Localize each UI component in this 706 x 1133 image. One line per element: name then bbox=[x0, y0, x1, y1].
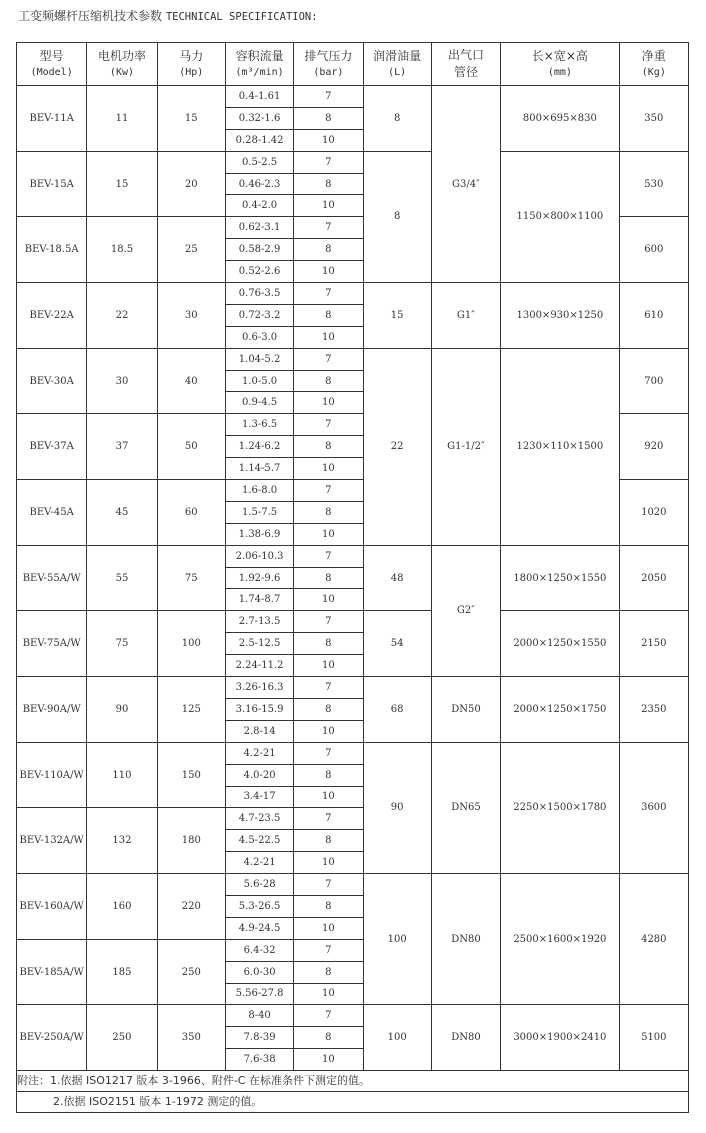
header-weight bbox=[619, 43, 688, 86]
model-cell: BEV-75A/W bbox=[17, 611, 87, 677]
flow-cell: 1.0-5.0 bbox=[225, 370, 293, 392]
flow-cell: 2.8-14 bbox=[225, 720, 293, 742]
header-label: 长×宽×高 bbox=[531, 48, 588, 63]
flow-cell: 0.58-2.9 bbox=[225, 239, 293, 261]
dimensions-cell: 2000×1250×1550 bbox=[501, 611, 620, 677]
table-row bbox=[17, 545, 689, 567]
flow-cell: 3.26-16.3 bbox=[225, 677, 293, 699]
header-label: 马力 bbox=[179, 48, 204, 63]
motor-power-cell: 90 bbox=[87, 677, 157, 743]
dimensions-cell: 1800×1250×1550 bbox=[501, 545, 620, 611]
weight-cell: 4280 bbox=[619, 874, 688, 1005]
horsepower-cell: 125 bbox=[157, 677, 225, 743]
pressure-cell: 8 bbox=[294, 173, 363, 195]
model-cell: BEV-15A bbox=[17, 151, 87, 217]
pressure-cell: 7 bbox=[294, 611, 363, 633]
header-motor-power bbox=[87, 43, 157, 86]
pressure-cell: 8 bbox=[294, 567, 363, 589]
flow-cell: 1.92-9.6 bbox=[225, 567, 293, 589]
flow-cell: 1.6-8.0 bbox=[225, 480, 293, 502]
pressure-cell: 8 bbox=[294, 1027, 363, 1049]
oil-cell: 68 bbox=[363, 677, 431, 743]
pressure-cell: 7 bbox=[294, 217, 363, 239]
pressure-cell: 8 bbox=[294, 764, 363, 786]
flow-cell: 1.3-6.5 bbox=[225, 414, 293, 436]
header-horsepower bbox=[157, 43, 225, 86]
pressure-cell: 7 bbox=[294, 86, 363, 108]
header-unit: (bar) bbox=[313, 67, 344, 79]
header-unit: (Kw) bbox=[109, 67, 135, 79]
flow-cell: 0.28-1.42 bbox=[225, 129, 293, 151]
model-cell: BEV-11A bbox=[17, 86, 87, 152]
model-cell: BEV-160A/W bbox=[17, 874, 87, 940]
pressure-cell: 10 bbox=[294, 589, 363, 611]
flow-cell: 0.4-2.0 bbox=[225, 195, 293, 217]
pressure-cell: 8 bbox=[294, 436, 363, 458]
oil-cell: 8 bbox=[363, 151, 431, 282]
pressure-cell: 7 bbox=[294, 545, 363, 567]
oil-cell: 22 bbox=[363, 348, 431, 545]
dimensions-cell: 1230×110×1500 bbox=[501, 348, 620, 545]
pressure-cell: 8 bbox=[294, 107, 363, 129]
header-unit: (Kg) bbox=[641, 67, 666, 79]
flow-cell: 7.6-38 bbox=[225, 1049, 293, 1071]
flow-cell: 7.8-39 bbox=[225, 1027, 293, 1049]
horsepower-cell: 15 bbox=[157, 86, 225, 152]
weight-cell: 2350 bbox=[619, 677, 688, 743]
outlet-cell: DN50 bbox=[431, 677, 500, 743]
document-title bbox=[18, 7, 318, 24]
horsepower-cell: 30 bbox=[157, 283, 225, 349]
outlet-cell: G1″ bbox=[431, 283, 500, 349]
header-flow bbox=[225, 43, 293, 86]
horsepower-cell: 25 bbox=[157, 217, 225, 283]
weight-cell: 610 bbox=[619, 283, 688, 349]
flow-cell: 0.46-2.3 bbox=[225, 173, 293, 195]
note-row bbox=[17, 1092, 689, 1113]
spec-table bbox=[16, 42, 689, 1113]
model-cell: BEV-250A/W bbox=[17, 1005, 87, 1071]
header-label: 出气口 bbox=[447, 47, 484, 62]
flow-cell: 6.4-32 bbox=[225, 939, 293, 961]
title-chinese: 工变频螺杆压缩机技术参数 bbox=[18, 9, 163, 23]
pressure-cell: 10 bbox=[294, 852, 363, 874]
dimensions-cell: 1300×930×1250 bbox=[501, 283, 620, 349]
note-row bbox=[17, 1071, 689, 1092]
model-cell: BEV-132A/W bbox=[17, 808, 87, 874]
pressure-cell: 10 bbox=[294, 655, 363, 677]
pressure-cell: 7 bbox=[294, 808, 363, 830]
flow-cell: 0.9-4.5 bbox=[225, 392, 293, 414]
flow-cell: 4.2-21 bbox=[225, 852, 293, 874]
header-label: 净重 bbox=[641, 48, 666, 63]
header-label: 润滑油量 bbox=[373, 48, 422, 63]
table-row bbox=[17, 348, 689, 370]
motor-power-cell: 11 bbox=[87, 86, 157, 152]
flow-cell: 1.38-6.9 bbox=[225, 523, 293, 545]
dimensions-cell: 2250×1500×1780 bbox=[501, 742, 620, 873]
model-cell: BEV-45A bbox=[17, 480, 87, 546]
pressure-cell: 7 bbox=[294, 742, 363, 764]
model-cell: BEV-55A/W bbox=[17, 545, 87, 611]
pressure-cell: 10 bbox=[294, 523, 363, 545]
flow-cell: 4.2-21 bbox=[225, 742, 293, 764]
outlet-cell: DN80 bbox=[431, 874, 500, 1005]
horsepower-cell: 20 bbox=[157, 151, 225, 217]
flow-cell: 1.5-7.5 bbox=[225, 501, 293, 523]
pressure-cell: 7 bbox=[294, 151, 363, 173]
flow-cell: 4.9-24.5 bbox=[225, 917, 293, 939]
pressure-cell: 7 bbox=[294, 939, 363, 961]
weight-cell: 920 bbox=[619, 414, 688, 480]
header-unit: (Model) bbox=[30, 67, 73, 79]
note-2: 2.依据 ISO2151 版本 1-1972 测定的值。 bbox=[17, 1092, 689, 1113]
pressure-cell: 10 bbox=[294, 720, 363, 742]
oil-cell: 100 bbox=[363, 874, 431, 1005]
motor-power-cell: 185 bbox=[87, 939, 157, 1005]
weight-cell: 3600 bbox=[619, 742, 688, 873]
pressure-cell: 10 bbox=[294, 129, 363, 151]
flow-cell: 2.7-13.5 bbox=[225, 611, 293, 633]
header-unit: 管径 bbox=[453, 65, 478, 79]
pressure-cell: 10 bbox=[294, 983, 363, 1005]
pressure-cell: 8 bbox=[294, 633, 363, 655]
model-cell: BEV-90A/W bbox=[17, 677, 87, 743]
flow-cell: 0.62-3.1 bbox=[225, 217, 293, 239]
header-label: 电机功率 bbox=[97, 48, 146, 63]
pressure-cell: 7 bbox=[294, 874, 363, 896]
motor-power-cell: 45 bbox=[87, 480, 157, 546]
horsepower-cell: 220 bbox=[157, 874, 225, 940]
oil-cell: 90 bbox=[363, 742, 431, 873]
motor-power-cell: 18.5 bbox=[87, 217, 157, 283]
table-row bbox=[17, 742, 689, 764]
motor-power-cell: 30 bbox=[87, 348, 157, 414]
horsepower-cell: 180 bbox=[157, 808, 225, 874]
horsepower-cell: 40 bbox=[157, 348, 225, 414]
outlet-cell: G2″ bbox=[431, 545, 500, 676]
pressure-cell: 8 bbox=[294, 304, 363, 326]
dimensions-cell: 2000×1250×1750 bbox=[501, 677, 620, 743]
flow-cell: 1.74-8.7 bbox=[225, 589, 293, 611]
horsepower-cell: 75 bbox=[157, 545, 225, 611]
header-model bbox=[17, 43, 87, 86]
pressure-cell: 8 bbox=[294, 501, 363, 523]
flow-cell: 8-40 bbox=[225, 1005, 293, 1027]
horsepower-cell: 350 bbox=[157, 1005, 225, 1071]
flow-cell: 4.7-23.5 bbox=[225, 808, 293, 830]
pressure-cell: 10 bbox=[294, 917, 363, 939]
motor-power-cell: 37 bbox=[87, 414, 157, 480]
model-cell: BEV-30A bbox=[17, 348, 87, 414]
pressure-cell: 8 bbox=[294, 370, 363, 392]
table-row bbox=[17, 874, 689, 896]
horsepower-cell: 50 bbox=[157, 414, 225, 480]
horsepower-cell: 100 bbox=[157, 611, 225, 677]
table-row bbox=[17, 86, 689, 108]
header-unit: (Hp) bbox=[179, 67, 204, 79]
flow-cell: 0.5-2.5 bbox=[225, 151, 293, 173]
pressure-cell: 10 bbox=[294, 195, 363, 217]
pressure-cell: 7 bbox=[294, 480, 363, 502]
title-english: TECHNICAL SPECIFICATION: bbox=[165, 11, 318, 23]
weight-cell: 350 bbox=[619, 86, 688, 152]
header-label: 型号 bbox=[39, 48, 64, 63]
pressure-cell: 7 bbox=[294, 283, 363, 305]
header-dimensions bbox=[501, 43, 620, 86]
table-row bbox=[17, 611, 689, 633]
flow-cell: 0.52-2.6 bbox=[225, 261, 293, 283]
horsepower-cell: 60 bbox=[157, 480, 225, 546]
flow-cell: 4.5-22.5 bbox=[225, 830, 293, 852]
flow-cell: 1.14-5.7 bbox=[225, 458, 293, 480]
pressure-cell: 10 bbox=[294, 261, 363, 283]
table-row bbox=[17, 283, 689, 305]
motor-power-cell: 160 bbox=[87, 874, 157, 940]
header-unit: (mm) bbox=[547, 67, 572, 79]
flow-cell: 0.72-3.2 bbox=[225, 304, 293, 326]
flow-cell: 0.32-1.6 bbox=[225, 107, 293, 129]
oil-cell: 100 bbox=[363, 1005, 431, 1071]
table-row bbox=[17, 151, 689, 173]
flow-cell: 3.4-17 bbox=[225, 786, 293, 808]
table-row bbox=[17, 677, 689, 699]
flow-cell: 6.0-30 bbox=[225, 961, 293, 983]
table-row bbox=[17, 1005, 689, 1027]
flow-cell: 3.16-15.9 bbox=[225, 698, 293, 720]
motor-power-cell: 55 bbox=[87, 545, 157, 611]
weight-cell: 2150 bbox=[619, 611, 688, 677]
motor-power-cell: 75 bbox=[87, 611, 157, 677]
pressure-cell: 7 bbox=[294, 677, 363, 699]
pressure-cell: 8 bbox=[294, 830, 363, 852]
pressure-cell: 7 bbox=[294, 414, 363, 436]
motor-power-cell: 15 bbox=[87, 151, 157, 217]
header-label: 容积流量 bbox=[235, 48, 284, 63]
header-row bbox=[17, 43, 689, 86]
horsepower-cell: 150 bbox=[157, 742, 225, 808]
flow-cell: 2.5-12.5 bbox=[225, 633, 293, 655]
weight-cell: 1020 bbox=[619, 480, 688, 546]
weight-cell: 600 bbox=[619, 217, 688, 283]
pressure-cell: 10 bbox=[294, 392, 363, 414]
model-cell: BEV-110A/W bbox=[17, 742, 87, 808]
flow-cell: 0.4-1.61 bbox=[225, 86, 293, 108]
weight-cell: 2050 bbox=[619, 545, 688, 611]
flow-cell: 2.24-11.2 bbox=[225, 655, 293, 677]
flow-cell: 1.04-5.2 bbox=[225, 348, 293, 370]
model-cell: BEV-37A bbox=[17, 414, 87, 480]
weight-cell: 5100 bbox=[619, 1005, 688, 1071]
pressure-cell: 10 bbox=[294, 786, 363, 808]
outlet-cell: G1-1/2″ bbox=[431, 348, 500, 545]
note-1: 附注：1.依据 ISO1217 版本 3-1966、附件-C 在标准条件下测定的值。 bbox=[17, 1071, 689, 1092]
flow-cell: 1.24-6.2 bbox=[225, 436, 293, 458]
oil-cell: 8 bbox=[363, 86, 431, 152]
pressure-cell: 10 bbox=[294, 326, 363, 348]
motor-power-cell: 22 bbox=[87, 283, 157, 349]
pressure-cell: 7 bbox=[294, 1005, 363, 1027]
pressure-cell: 10 bbox=[294, 1049, 363, 1071]
pressure-cell: 7 bbox=[294, 348, 363, 370]
model-cell: BEV-18.5A bbox=[17, 217, 87, 283]
flow-cell: 0.6-3.0 bbox=[225, 326, 293, 348]
weight-cell: 700 bbox=[619, 348, 688, 414]
motor-power-cell: 110 bbox=[87, 742, 157, 808]
horsepower-cell: 250 bbox=[157, 939, 225, 1005]
dimensions-cell: 3000×1900×2410 bbox=[501, 1005, 620, 1071]
oil-cell: 48 bbox=[363, 545, 431, 611]
oil-cell: 54 bbox=[363, 611, 431, 677]
model-cell: BEV-185A/W bbox=[17, 939, 87, 1005]
header-unit: (L) bbox=[388, 67, 407, 79]
flow-cell: 5.6-28 bbox=[225, 874, 293, 896]
spec-body bbox=[17, 86, 689, 1071]
outlet-cell: DN65 bbox=[431, 742, 500, 873]
weight-cell: 530 bbox=[619, 151, 688, 217]
header-pressure bbox=[294, 43, 363, 86]
motor-power-cell: 132 bbox=[87, 808, 157, 874]
flow-cell: 4.0-20 bbox=[225, 764, 293, 786]
dimensions-cell: 1150×800×1100 bbox=[501, 151, 620, 282]
oil-cell: 15 bbox=[363, 283, 431, 349]
model-cell: BEV-22A bbox=[17, 283, 87, 349]
pressure-cell: 8 bbox=[294, 239, 363, 261]
header-oil bbox=[363, 43, 431, 86]
pressure-cell: 10 bbox=[294, 458, 363, 480]
outlet-cell: DN80 bbox=[431, 1005, 500, 1071]
header-unit: (m³/min) bbox=[235, 67, 284, 79]
motor-power-cell: 250 bbox=[87, 1005, 157, 1071]
flow-cell: 2.06-10.3 bbox=[225, 545, 293, 567]
flow-cell: 5.3-26.5 bbox=[225, 895, 293, 917]
flow-cell: 0.76-3.5 bbox=[225, 283, 293, 305]
header-outlet bbox=[431, 43, 500, 86]
flow-cell: 5.56-27.8 bbox=[225, 983, 293, 1005]
pressure-cell: 8 bbox=[294, 961, 363, 983]
outlet-cell: G3/4″ bbox=[431, 86, 500, 283]
pressure-cell: 8 bbox=[294, 698, 363, 720]
dimensions-cell: 800×695×830 bbox=[501, 86, 620, 152]
header-label: 排气压力 bbox=[304, 48, 353, 63]
dimensions-cell: 2500×1600×1920 bbox=[501, 874, 620, 1005]
pressure-cell: 8 bbox=[294, 895, 363, 917]
